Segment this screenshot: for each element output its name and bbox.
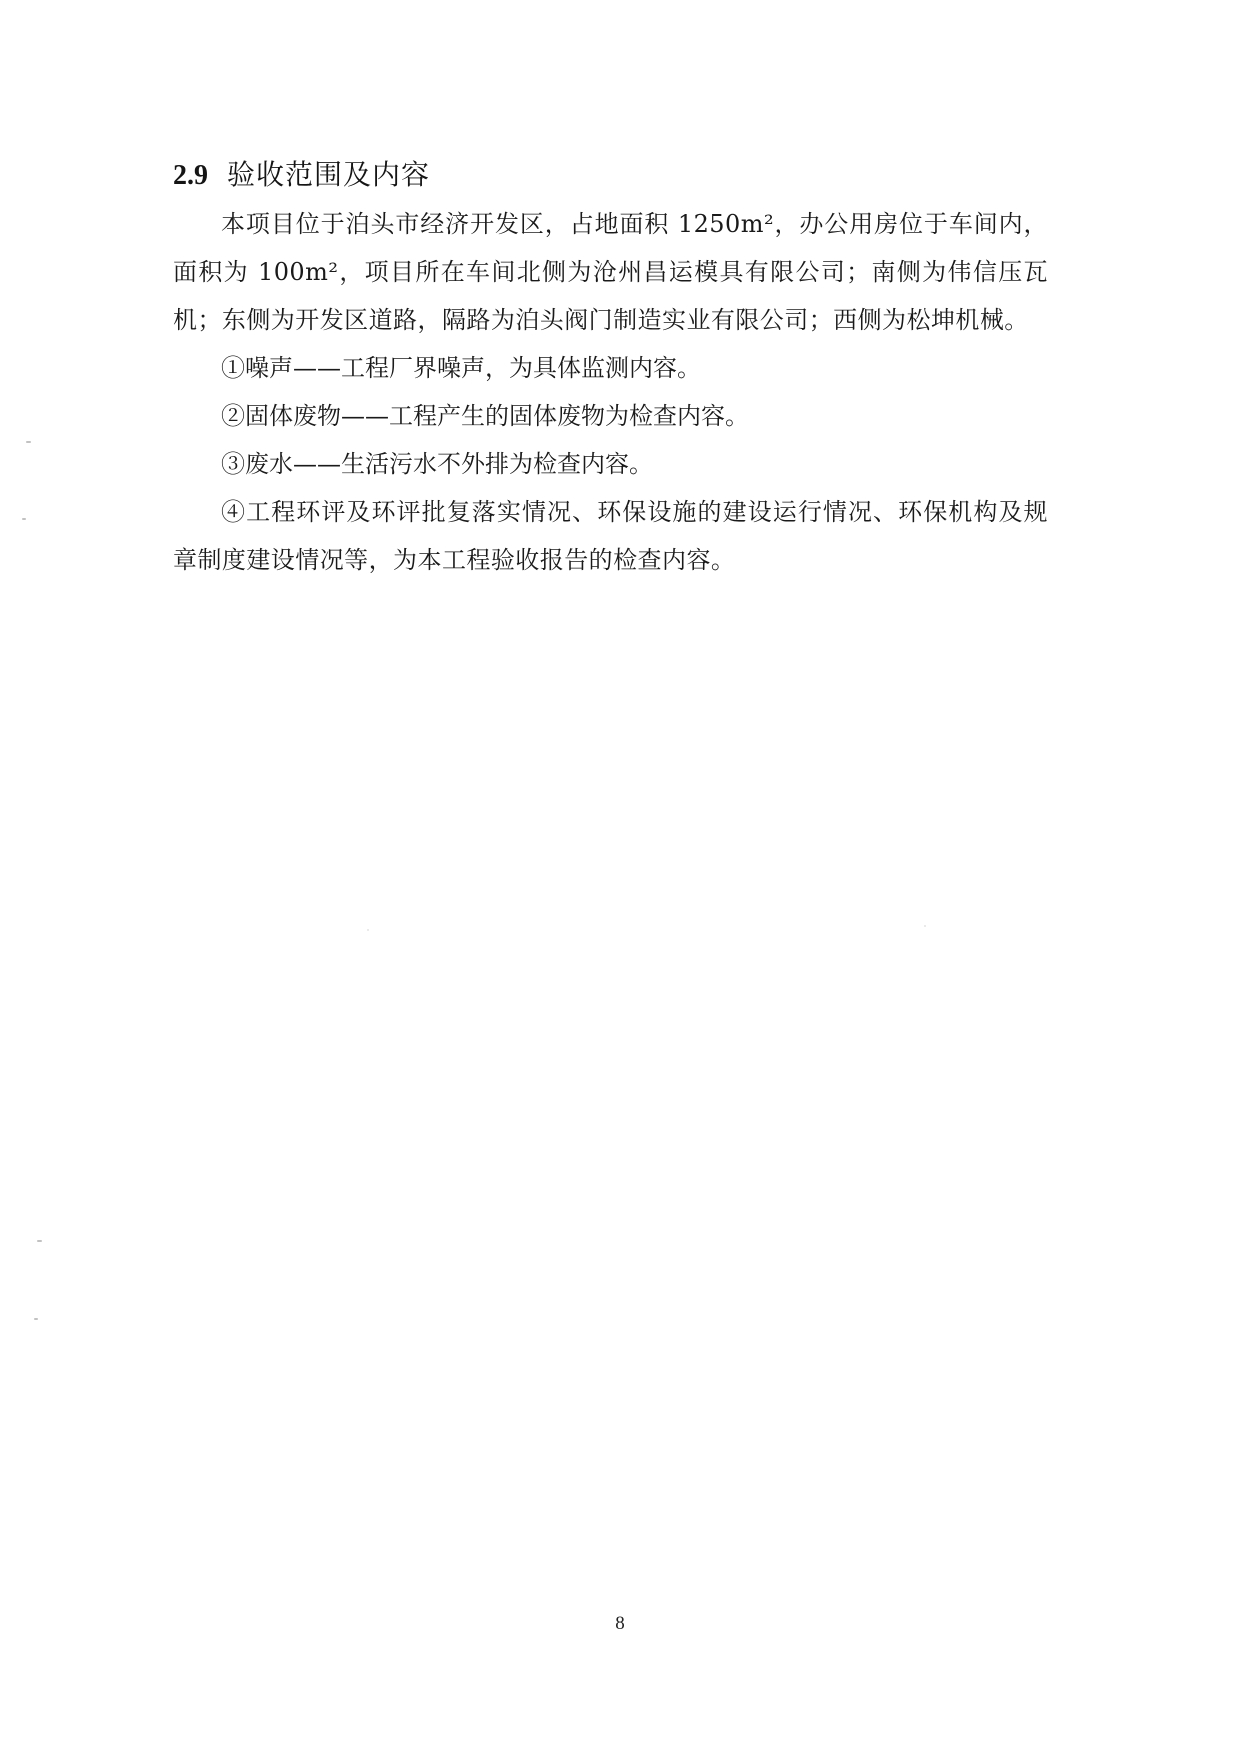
page-content	[173, 150, 1048, 584]
scan-speck	[367, 929, 369, 931]
scan-speck	[22, 518, 26, 520]
scan-speck	[26, 441, 31, 443]
section-number: 2.9	[173, 160, 208, 191]
page-number: 8	[615, 1613, 625, 1634]
scan-speck	[37, 1240, 42, 1242]
section-title: 验收范围及内容	[227, 158, 431, 191]
paragraph-project-location: 本项目位于泊头市经济开发区，占地面积 1250m²，办公用房位于车间内，面积为 100m²，项目所在车间北侧为沧州昌运模具有限公司；南侧为伟信压瓦机；东侧为开发区道路，隔路为泊头阀门制造实业有限公司；西侧为松坤机械。	[173, 210, 1048, 334]
paragraph-inspection-scope: ④工程环评及环评批复落实情况、环保设施的建设运行情况、环保机构及规章制度建设情况等，为本工程验收报告的检查内容。	[173, 498, 1048, 574]
paragraph-noise: ①噪声——工程厂界噪声，为具体监测内容。	[221, 354, 701, 382]
paragraph-wastewater: ③废水——生活污水不外排为检查内容。	[221, 450, 653, 478]
paragraph-solid-waste: ②固体废物——工程产生的固体废物为检查内容。	[221, 402, 749, 430]
scan-speck	[34, 1318, 38, 1320]
section-heading	[173, 150, 1048, 200]
scan-speck	[924, 925, 926, 927]
